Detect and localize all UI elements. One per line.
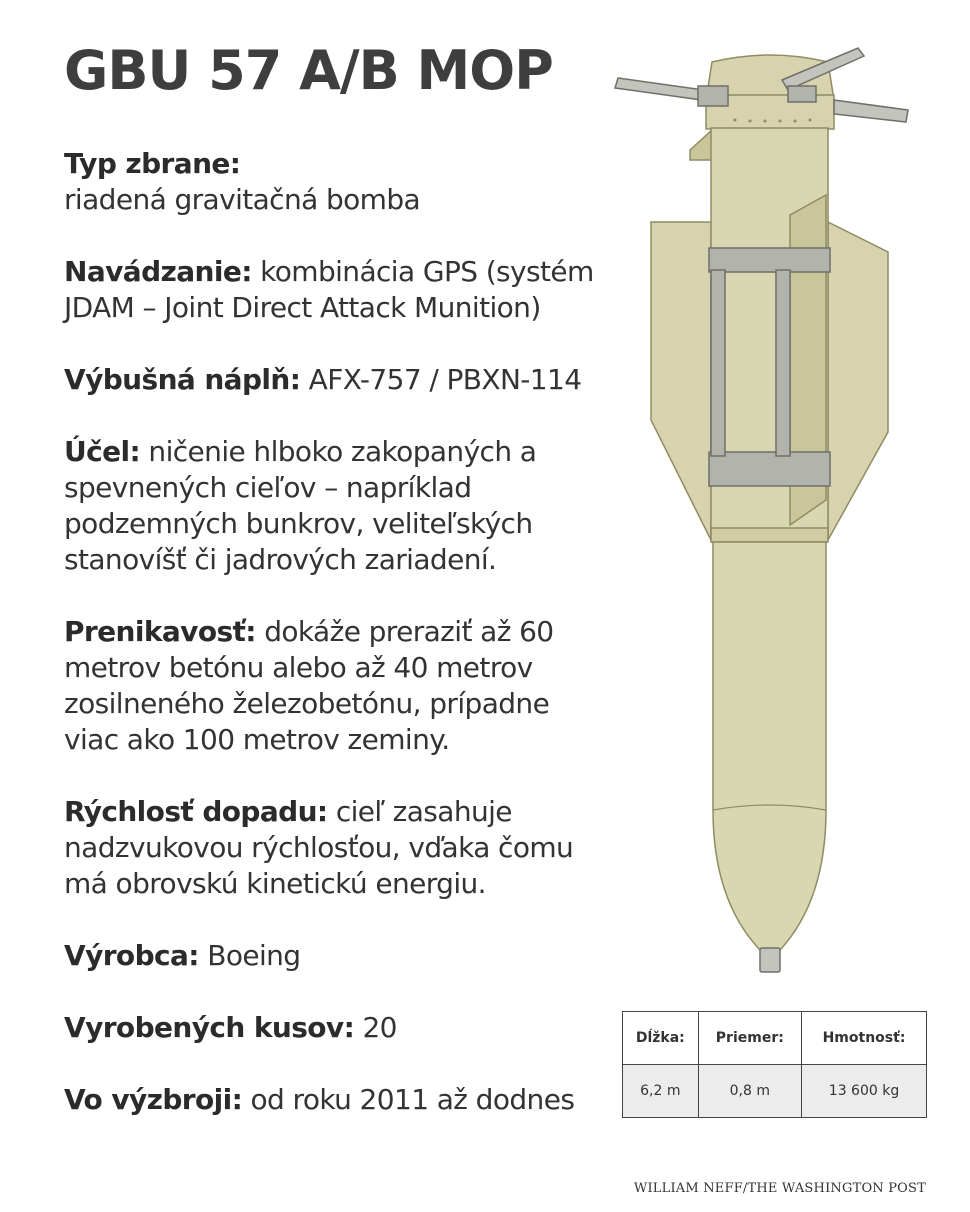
spec-label: Prenikavosť: [64, 615, 256, 648]
value-length: 6,2 m [623, 1065, 699, 1118]
spec-label: Rýchlosť dopadu: [64, 795, 328, 828]
spec-penetration [64, 614, 609, 758]
spec-value: ničenie hlboko zakopaných a spevnených cieľov – napríklad podzemných bunkrov, veliteľských stanovíšť či jadrových zariadení. [64, 435, 537, 576]
header-diameter: Priemer: [698, 1012, 801, 1065]
spec-guidance [64, 254, 609, 326]
spec-purpose [64, 434, 609, 578]
spec-label: Vo výzbroji: [64, 1083, 243, 1116]
grid-fin-right-2 [834, 100, 908, 122]
spec-list [64, 146, 609, 1154]
nose-tip [760, 948, 780, 972]
spec-impact-speed [64, 794, 609, 902]
value-diameter: 0,8 m [698, 1065, 801, 1118]
grid-fin-right-mount [788, 86, 816, 102]
header-weight: Hmotnosť: [802, 1012, 927, 1065]
spec-units-produced [64, 1010, 609, 1046]
spec-value: riadená gravitačná bomba [64, 183, 421, 216]
spec-value: AFX-757 / PBXN-114 [300, 363, 582, 396]
spec-in-service [64, 1082, 609, 1118]
photo-credit: WILLIAM NEFF/THE WASHINGTON POST [633, 1181, 926, 1196]
table-row [623, 1065, 927, 1118]
spec-label: Navádzanie: [64, 255, 252, 288]
header-length: Dĺžka: [623, 1012, 699, 1065]
spec-value: Boeing [198, 939, 301, 972]
rear-fin-shape [690, 130, 712, 160]
spec-label: Výbušná náplň: [64, 363, 301, 396]
spec-label: Typ zbrane: [64, 147, 241, 180]
table-header-row [623, 1012, 927, 1065]
grid-fin-left-mount [698, 86, 728, 106]
spec-value: dokáže preraziť až 60 metrov betónu alebo až 40 metrov zosilneného železobetónu, prípadne viac ako 100 metrov zeminy. [64, 615, 554, 756]
spec-value: kombinácia GPS (systém JDAM – Joint Direct Attack Munition) [64, 255, 594, 324]
warhead-shape [713, 542, 826, 950]
spec-label: Účel: [64, 435, 141, 468]
spec-manufacturer [64, 938, 609, 974]
right-fin-shape [828, 222, 888, 540]
strap-side-right [776, 270, 790, 456]
spec-value: od roku 2011 až dodnes [242, 1083, 575, 1116]
strap-side-left [711, 270, 725, 456]
spec-value: cieľ zasahuje nadzvukovou rýchlosťou, vďaka čomu má obrovskú kinetickú energiu. [64, 795, 574, 900]
spec-explosive [64, 362, 609, 398]
spec-label: Vyrobených kusov: [64, 1011, 355, 1044]
value-weight: 13 600 kg [802, 1065, 927, 1118]
dimensions-table [622, 1011, 927, 1118]
page-title: GBU 57 A/B MOP [64, 39, 553, 102]
spec-label: Výrobca: [64, 939, 199, 972]
left-fin-shape [651, 222, 711, 540]
warhead-band [711, 528, 828, 542]
spec-value: 20 [354, 1011, 397, 1044]
strap-lower [709, 452, 830, 486]
strap-upper [709, 248, 830, 272]
bomb-illustration-icon [605, 40, 925, 990]
spec-weapon-type [64, 146, 609, 218]
